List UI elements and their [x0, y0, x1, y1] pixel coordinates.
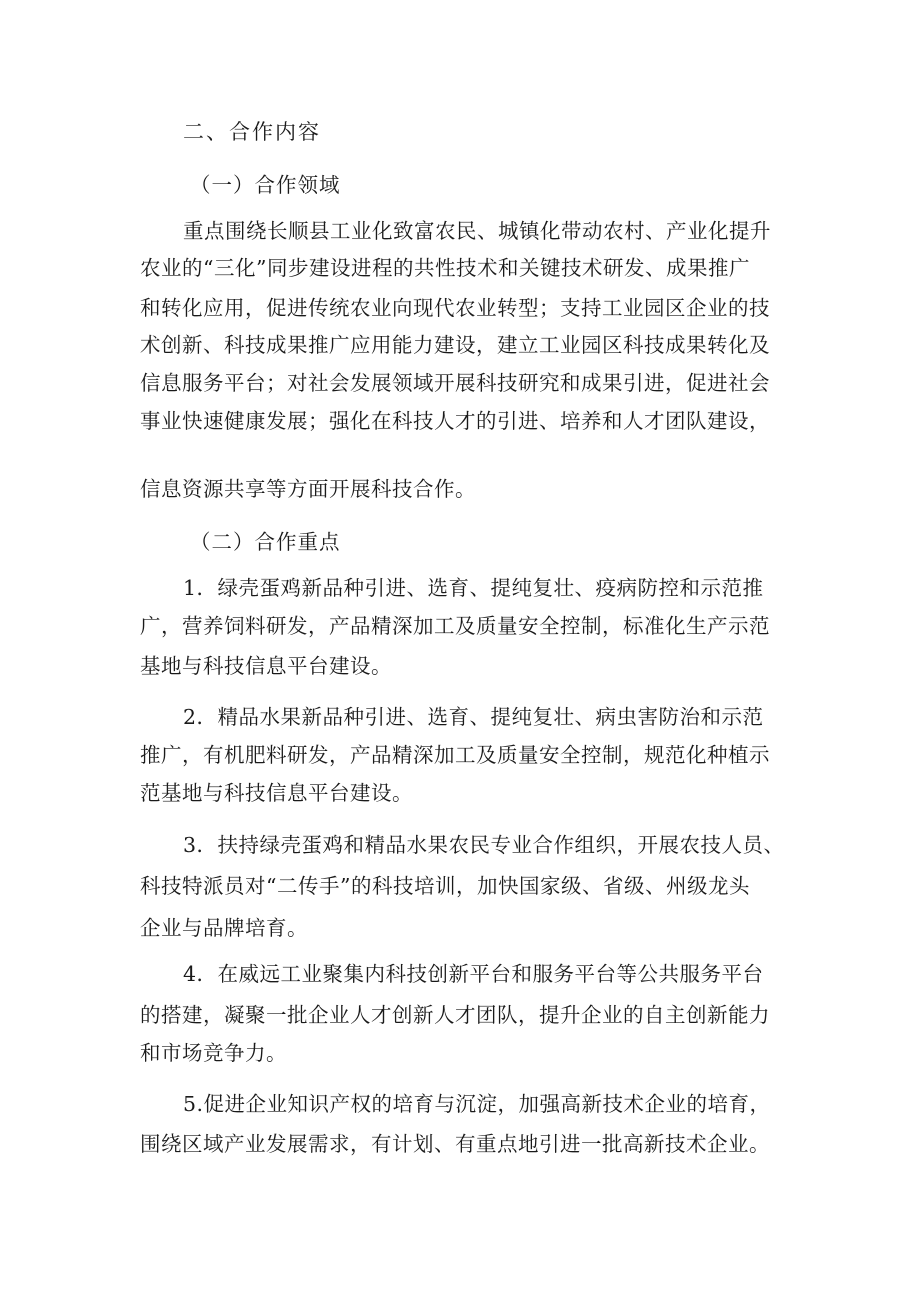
- list-item-line: 1．绿壳蛋鸡新品种引进、选育、提纯复壮、疫病防控和示范推: [183, 576, 764, 600]
- subsection-title-cooperation-focus: （二）合作重点: [190, 530, 341, 554]
- list-item-line: 广，营养饲料研发，产品精深加工及质量安全控制，标准化生产示范: [140, 614, 770, 638]
- paragraph-line: 和转化应用，促进传统农业向现代农业转型；支持工业园区企业的技: [140, 296, 770, 320]
- list-item-line: 的搭建，凝聚一批企业人才创新人才团队，提升企业的自主创新能力: [140, 1003, 770, 1027]
- list-item-line: 4．在威远工业聚集内科技创新平台和服务平台等公共服务平台: [183, 962, 764, 986]
- list-item-line: 2．精品水果新品种引进、选育、提纯复壮、病虫害防治和示范: [183, 705, 764, 729]
- list-item-line: 围绕区域产业发展需求，有计划、有重点地引进一批高新技术企业。: [140, 1132, 770, 1156]
- list-item-line: 5.促进企业知识产权的培育与沉淀，加强高新技术企业的培育，: [183, 1092, 771, 1116]
- paragraph-line: 农业的“三化”同步建设进程的共性技术和关键技术研发、成果推广: [140, 256, 750, 280]
- paragraph-line: 信息服务平台；对社会发展领域开展科技研究和成果引进，促进社会: [140, 371, 770, 395]
- paragraph-line: 信息资源共享等方面开展科技合作。: [140, 477, 476, 501]
- list-item-line: 科技特派员对“二传手”的科技培训，加快国家级、省级、州级龙头: [140, 874, 750, 898]
- section-title: 二、合作内容: [183, 120, 321, 144]
- paragraph-line: 重点围绕长顺县工业化致富农民、城镇化带动农村、产业化提升: [183, 219, 771, 243]
- paragraph-line: 事业快速健康发展；强化在科技人才的引进、培养和人才团队建设，: [140, 409, 770, 433]
- list-item-line: 基地与科技信息平台建设。: [140, 654, 392, 678]
- paragraph-line: 术创新、科技成果推广应用能力建设，建立工业园区科技成果转化及: [140, 333, 770, 357]
- list-item-line: 推广，有机肥料研发，产品精深加工及质量安全控制，规范化种植示: [140, 743, 770, 767]
- subsection-title-cooperation-field: （一）合作领域: [190, 173, 341, 197]
- list-item-line: 范基地与科技信息平台建设。: [140, 781, 413, 805]
- list-item-line: 3．扶持绿壳蛋鸡和精品水果农民专业合作组织，开展农技人员、: [183, 833, 785, 857]
- list-item-line: 和市场竞争力。: [140, 1041, 287, 1065]
- list-item-line: 企业与品牌培育。: [140, 916, 308, 940]
